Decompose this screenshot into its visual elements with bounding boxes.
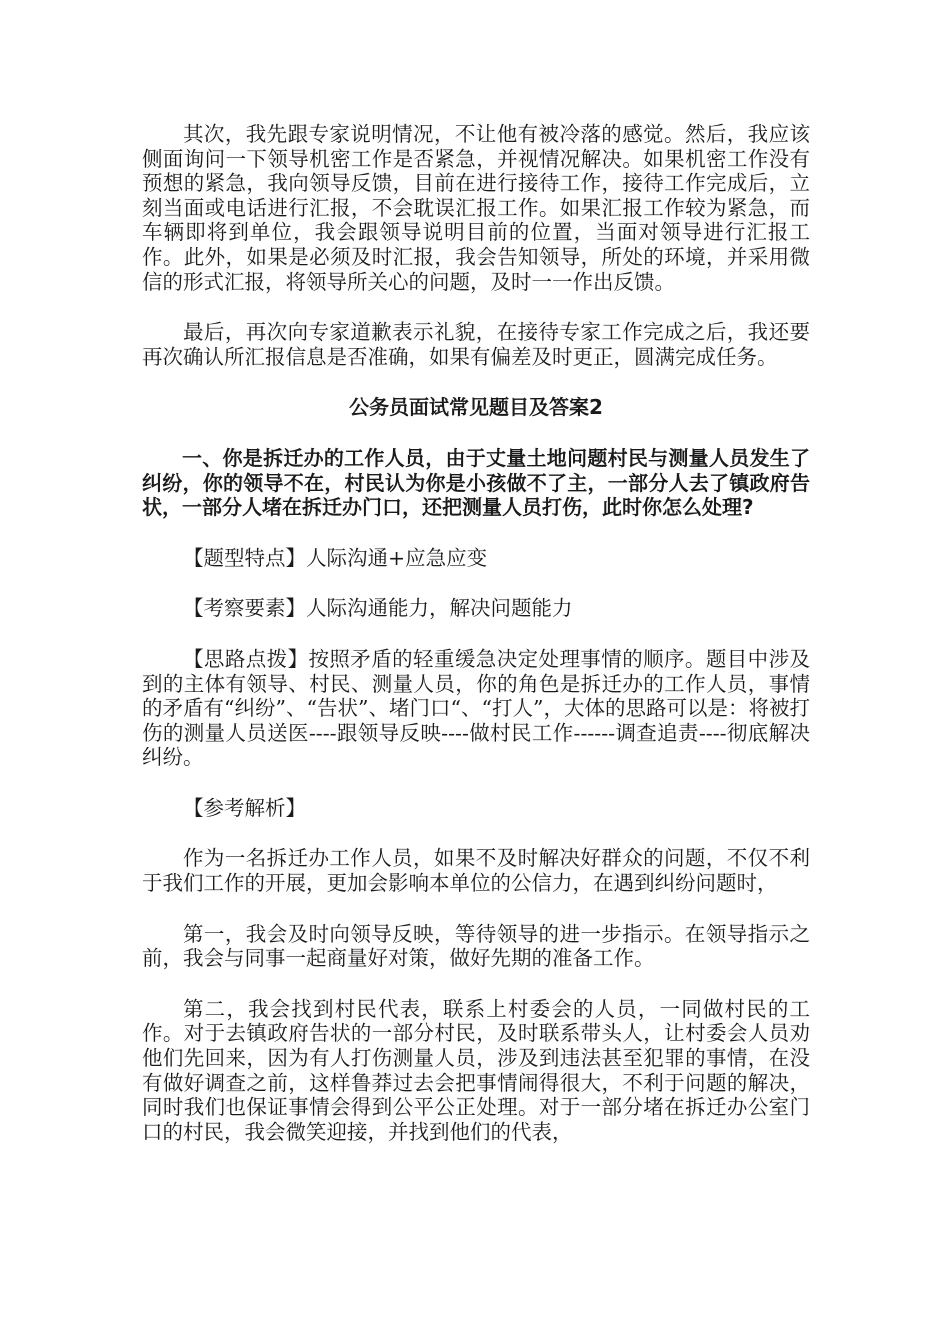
answer-first-step: 第一，我会及时向领导反映，等待领导的进一步指示。在领导指示之前，我会与同事一起商量好对策，做好先期的准备工作。 [142, 921, 810, 971]
section-title: 公务员面试常见题目及答案2 [349, 395, 603, 420]
paragraph-apology: 最后，再次向专家道歉表示礼貌，在接待专家工作完成之后，我还要再次确认所汇报信息是否准确，如果有偏差及时更正，圆满完成任务。 [142, 320, 810, 369]
question-text: 一、你是拆迁办的工作人员，由于丈量土地问题村民与测量人员发生了纠纷，你的领导不在，村民认为你是小孩做不了主，一部分人去了镇政府告状，一部分人堵在拆迁办门口，还把测量人员打伤，此时你怎么处理? [142, 445, 810, 520]
paragraph-reporting-plan: 其次，我先跟专家说明情况，不让他有被冷落的感觉。然后，我应该侧面询问一下领导机密工作是否紧急，并视情况解决。如果机密工作没有预想的紧急，我向领导反馈，目前在进行接待工作，接待工作完成后，立刻当面或电话进行汇报，不会耽误汇报工作。如果汇报工作较为紧急，而车辆即将到单位，我会跟领导说明目前的位置，当面对领导进行汇报工作。此外，如果是必须及时汇报，我会告知领导，所处的环境，并采用微信的形式汇报，将领导所关心的问题，及时一一作出反馈。 [142, 122, 810, 294]
document-body [142, 122, 810, 1170]
answer-second-step: 第二，我会找到村民代表，联系上村委会的人员，一同做村民的工作。对于去镇政府告状的一部分村民，及时联系带头人，让村委会人员劝他们先回来，因为有人打伤测量人员，涉及到违法甚至犯罪的事情，在没有做好调查之前，这样鲁莽过去会把事情闹得很大，不利于问题的解决，同时我们也保证事情会得到公平公正处理。对于一部分堵在拆迁办公室门口的村民，我会微笑迎接，并找到他们的代表， [142, 996, 810, 1144]
label-assessment-elements: 【考察要素】人际沟通能力，解决问题能力 [183, 596, 573, 621]
answer-intro: 作为一名拆迁办工作人员，如果不及时解决好群众的问题，不仅不利于我们工作的开展，更加会影响本单位的公信力，在遇到纠纷问题时， [142, 846, 810, 896]
label-question-type: 【题型特点】人际沟通+应急应变 [183, 545, 488, 570]
label-reference-analysis: 【参考解析】 [183, 795, 306, 820]
label-approach-hints: 【思路点拨】按照矛盾的轻重缓急决定处理事情的顺序。题目中涉及到的主体有领导、村民、测量人员，你的角色是拆迁办的工作人员，事情的矛盾有“纠纷”、“告状”、堵门口“、“打人”，大体的思路可以是：将被打伤的测量人员送医----跟领导反映----做村民工作------调查追责----彻底解决纠纷。 [142, 646, 810, 770]
